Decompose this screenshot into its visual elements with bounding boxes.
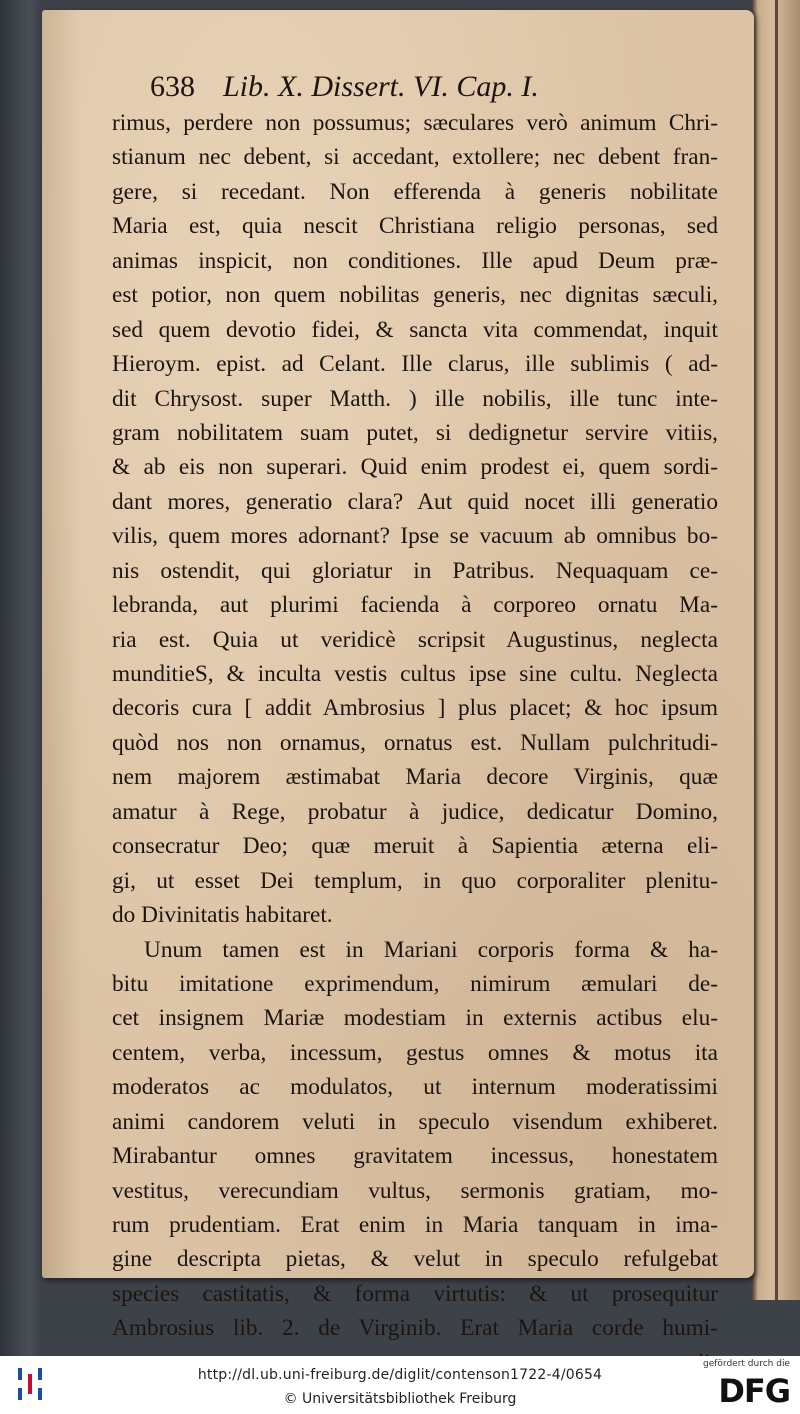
dfg-logo: DFG xyxy=(718,1372,790,1410)
page-header xyxy=(150,70,718,106)
text-line: do Divinitatis habitaret. xyxy=(112,902,333,929)
text-lines xyxy=(112,106,718,1346)
text-line: cet insignem Mariæ modestiam in externis actibus elu- xyxy=(112,1005,718,1032)
copyright-notice: © Universitätsbibliothek Freiburg xyxy=(283,1391,517,1407)
text-line: gram nobilitatem suam putet, si dedignetur servire vitiis, xyxy=(112,419,718,446)
text-line: consecratur Deo; quæ meruit à Sapientia æterna eli- xyxy=(112,833,718,860)
viewer-footer xyxy=(0,1356,800,1414)
text-line: lebranda, aut plurimi facienda à corporeo ornatu Ma- xyxy=(112,592,718,619)
text-line: amatur à Rege, probatur à judice, dedicatur Domino, xyxy=(112,798,718,825)
text-line: dit Chrysost. super Matth. ) ille nobilis, ille tunc inte- xyxy=(112,385,718,412)
page-text xyxy=(112,70,718,1380)
text-line: Ambrosius lib. 2. de Virginib. Erat Maria corde humi- xyxy=(112,1315,718,1342)
text-line: stianum nec debent, si accedant, extollere; nec debent fran- xyxy=(112,144,718,171)
text-line: gi, ut esset Dei templum, in quo corporaliter plenitu- xyxy=(112,867,718,894)
text-line: dant mores, generatio clara? Aut quid nocet illi generatio xyxy=(112,488,718,515)
text-line: nis ostendit, qui gloriatur in Patribus. Nequaquam ce- xyxy=(112,557,718,584)
text-line: est potior, non quem nobilitas generis, nec dignitas sæculi, xyxy=(112,282,718,309)
text-line: centem, verba, incessum, gestus omnes & motus ita xyxy=(112,1039,718,1066)
text-line: & ab eis non superari. Quid enim prodest ei, quem sordi- xyxy=(112,454,718,481)
text-line: quòd nos non ornamus, ornatus est. Nullam pulchritudi- xyxy=(112,729,718,756)
text-line: Hieroym. epist. ad Celant. Ille clarus, ille sublimis ( ad- xyxy=(112,351,718,378)
text-line: animas inspicit, non conditiones. Ille apud Deum præ- xyxy=(112,247,718,274)
text-line: animi candorem veluti in speculo visendum exhiberet. xyxy=(112,1108,718,1135)
text-line: decoris cura [ addit Ambrosius ] plus placet; & hoc ipsum xyxy=(112,695,718,722)
text-line: gine descripta pietas, & velut in speculo refulgebat xyxy=(112,1246,718,1273)
text-line: vilis, quem mores adornant? Ipse se vacuum ab omnibus bo- xyxy=(112,523,718,550)
permalink-url[interactable]: http://dl.ub.uni-freiburg.de/diglit/contenson1722-4/0654 xyxy=(197,1367,603,1383)
sponsor-label: gefördert durch die xyxy=(703,1359,790,1369)
text-line: Mirabantur omnes gravitatem incessus, honestatem xyxy=(112,1143,718,1170)
text-line: ria est. Quia ut veridicè scripsit Augustinus, neglecta xyxy=(112,626,718,653)
text-line: munditieS, & inculta vestis cultus ipse sine cultu. Neglecta xyxy=(112,661,718,687)
text-line: gere, si recedant. Non efferenda à generis nobilitate xyxy=(112,178,718,205)
text-line: Maria est, quia nescit Christiana religio personas, sed xyxy=(112,213,718,240)
text-line: species castitatis, & forma virtutis: & ut prosequitur xyxy=(112,1280,718,1307)
text-line: Unum tamen est in Mariani corporis forma & ha- xyxy=(144,936,718,963)
book-spine-edge xyxy=(775,0,778,1300)
page-number: 638 xyxy=(150,70,195,103)
text-line: vestitus, verecundiam vultus, sermonis gratiam, mo- xyxy=(112,1177,718,1204)
text-line: bitu imitatione exprimendum, nimirum æmulari de- xyxy=(112,970,718,997)
text-line: nem majorem æstimabat Maria decore Virginis, quæ xyxy=(112,764,718,791)
text-line: rum prudentiam. Erat enim in Maria tanquam in ima- xyxy=(112,1212,718,1238)
running-head: Lib. X. Dissert. VI. Cap. I. xyxy=(223,70,539,103)
text-line: rimus, perdere non possumus; sæculares verò animum Chri- xyxy=(112,110,718,136)
text-line: moderatos ac modulatos, ut internum moderatissimi xyxy=(112,1074,718,1101)
text-line: sed quem devotio fidei, & sancta vita commendat, inquit xyxy=(112,316,718,343)
